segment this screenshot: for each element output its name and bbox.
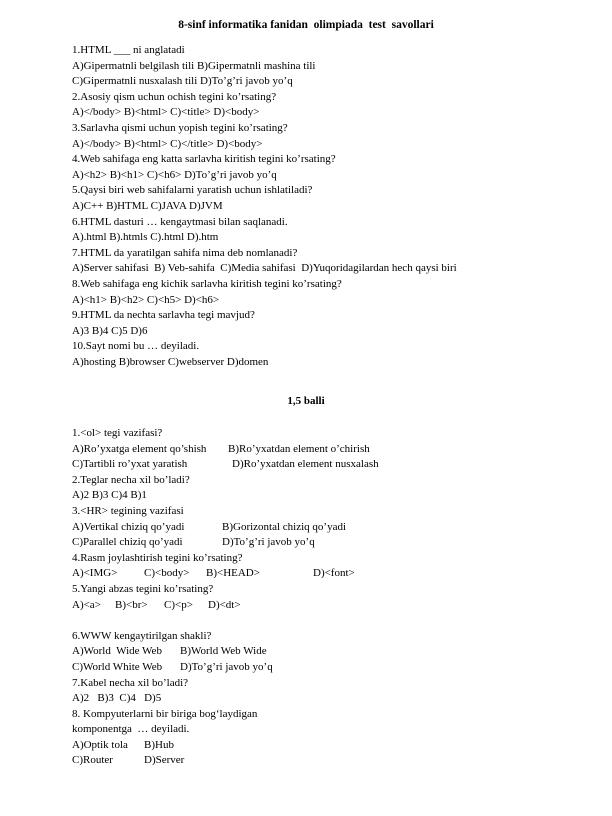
answer-option: D)To’g’ri javob yo’q [222, 536, 315, 549]
answer-option: C)World White Web [72, 660, 163, 673]
answer-row [72, 660, 572, 676]
answer-row [72, 644, 572, 660]
text-line: 10.Sayt nomi bu … deyiladi. [72, 340, 200, 353]
answer-row [72, 598, 572, 614]
answer-option: B)<br> [115, 598, 148, 611]
answer-row [72, 566, 572, 582]
question-text: 8. Kompyuterlarni bir biriga bog‘laydigan [72, 707, 258, 720]
text-line: A)<h1> B)<h2> C)<h5> D)<h6> [72, 293, 220, 306]
text-line: 1.HTML ___ ni anglatadi [72, 44, 185, 56]
answer-option: B)World Web Wide [180, 645, 267, 658]
page-title: 8-sinf informatika fanidan olimpiada test savollari [178, 19, 434, 31]
answer-option: D)<dt> [208, 598, 241, 611]
answer-option: B)<HEAD> [206, 567, 260, 580]
answer-option: D)<font> [313, 567, 355, 580]
answer-option: A)Ro’yxatga element qo’shish [72, 442, 207, 455]
answer-option: A)Optik tola [72, 738, 128, 751]
section-2-heading: 1,5 balli [287, 395, 325, 407]
answer-option: A)Vertikal chiziq qo’yadi [72, 520, 185, 533]
question-text: komponentga … deyiladi. [72, 723, 190, 736]
text-line: A)3 B)4 C)5 D)6 [72, 324, 148, 337]
text-line: A)Server sahifasi B) Veb-sahifa C)Media sahifasi D)Yuqoridagilardan hech qaysi biri [72, 262, 457, 275]
question-text: 1.<ol> tegi vazifasi? [72, 427, 163, 439]
text-line: A)</body> B)<html> C)</title> D)<body> [72, 137, 263, 150]
answer-row [72, 457, 572, 473]
text-line: 6.HTML dasturi … kengaytmasi bilan saqlanadi. [72, 215, 288, 228]
section-1-questions [72, 43, 572, 370]
text-line: C)Gipermatnli nusxalash tili D)To’g’ri javob yo’q [72, 75, 293, 88]
text-line: A)</body> B)<html> C)<title> D)<body> [72, 106, 260, 119]
answer-option: C)Router [72, 754, 113, 767]
text-line: 2.Asosiy qism uchun ochish tegini ko’rsating? [72, 90, 277, 103]
text-line: A)C++ B)HTML C)JAVA D)JVM [72, 199, 223, 212]
answer-option: A)<IMG> [72, 567, 118, 580]
text-line: A)hosting B)browser C)webserver D)domen [72, 355, 269, 368]
blank-line [72, 613, 572, 629]
question-text: 7.Kabel necha xil bo’ladi? [72, 676, 189, 689]
answer-row: A)2 B)3 C)4 D)5 [72, 692, 162, 705]
text-line: 7.HTML da yaratilgan sahifa nima deb nomlanadi? [72, 246, 298, 259]
answer-option: D)Server [144, 754, 185, 767]
answer-row [72, 535, 572, 551]
text-line: A).html B).htmls C).html D).htm [72, 231, 219, 244]
answer-row [72, 520, 572, 536]
text-line: 9.HTML da nechta sarlavha tegi mavjud? [72, 309, 255, 322]
text-line: A)<h2> B)<h1> C)<h6> D)To’g’ri javob yo’q [72, 168, 277, 181]
answer-option: A)<a> [72, 598, 101, 611]
answer-option: C)Tartibli ro’yxat yaratish [72, 458, 188, 471]
section-2-questions [72, 426, 572, 769]
text-line: 4.Web sahifaga eng katta sarlavha kiritish tegini ko’rsating? [72, 153, 336, 166]
answer-option: A)World Wide Web [72, 645, 162, 658]
answer-option: D)To’g’ri javob yo’q [180, 660, 273, 673]
text-line: 3.Sarlavha qismi uchun yopish tegini ko’rsating? [72, 121, 288, 134]
question-text: 5.Yangi abzas tegini ko’rsating? [72, 582, 214, 595]
text-line: 5.Qaysi biri web sahifalarni yaratish uchun ishlatiladi? [72, 184, 313, 197]
answer-option: C)<body> [144, 567, 190, 580]
question-text: 6.WWW kengaytirilgan shakli? [72, 629, 212, 642]
text-line: 8.Web sahifaga eng kichik sarlavha kiritish tegini ko’rsating? [72, 277, 342, 290]
text-line: A)Gipermatnli belgilash tili B)Gipermatnli mashina tili [72, 59, 316, 72]
answer-row [72, 442, 572, 458]
answer-option: D)Ro’yxatdan element nusxalash [232, 458, 379, 471]
answer-option: C)<p> [164, 598, 193, 611]
answer-row: A)2 B)3 C)4 B)1 [72, 489, 147, 502]
answer-option: B)Hub [144, 738, 174, 751]
answer-option: B)Gorizontal chiziq qo’yadi [222, 520, 347, 533]
answer-row [72, 753, 572, 769]
question-text: 2.Teglar necha xil bo’ladi? [72, 473, 190, 486]
answer-option: C)Parallel chiziq qo’yadi [72, 536, 183, 549]
question-text: 4.Rasm joylashtirish tegini ko’rsating? [72, 551, 243, 564]
answer-option: B)Ro’yxatdan element o’chirish [228, 442, 370, 455]
answer-row [72, 738, 572, 754]
question-text: 3.<HR> tegining vazifasi [72, 504, 184, 517]
